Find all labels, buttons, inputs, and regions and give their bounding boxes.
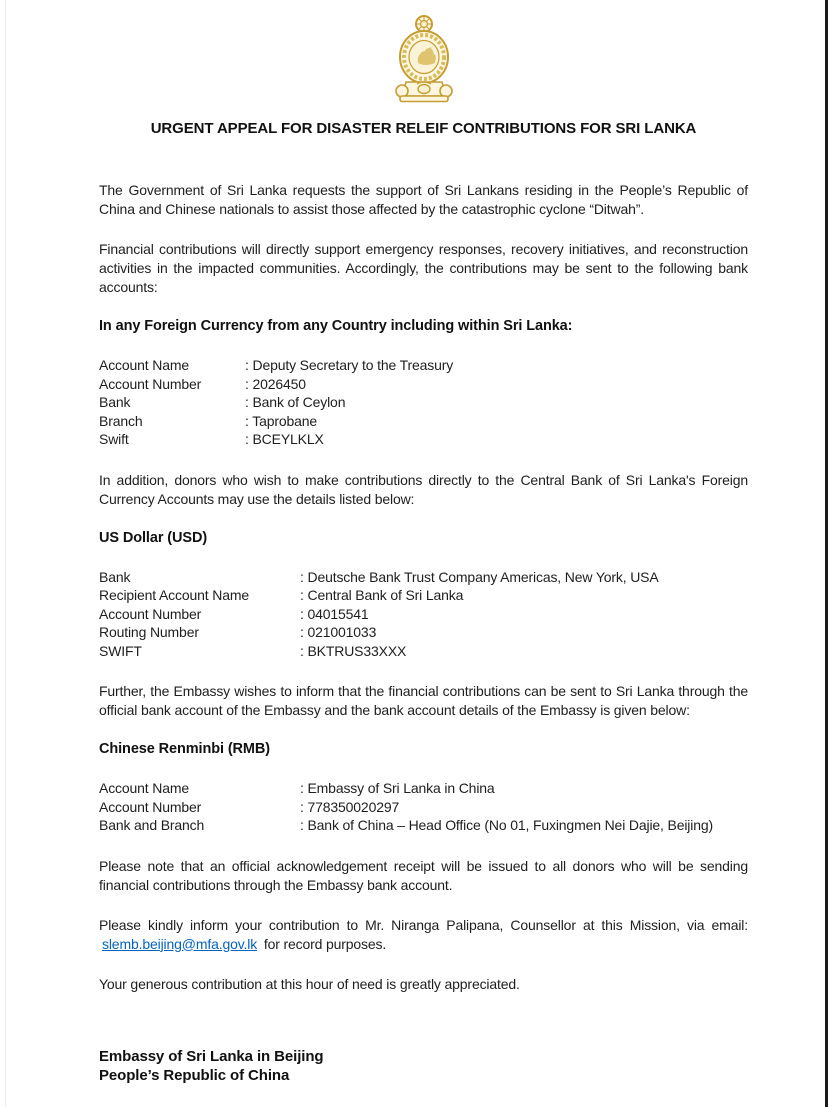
account-row — [99, 816, 748, 835]
account-row-value: : Bank of Ceylon — [245, 394, 346, 410]
intro-paragraph-2: Financial contributions will directly support emergency responses, recovery initiatives, and reconstruction activities in the impacted communities. Accordingly, the contributions may be sent to the following bank accounts: — [99, 241, 748, 295]
account-row-value: : Deutsche Bank Trust Company Americas, New York, USA — [300, 568, 659, 585]
account-row-value: : Central Bank of Sri Lanka — [300, 587, 464, 603]
account-row-value: : 021001033 — [300, 624, 377, 640]
signature-block — [99, 1047, 748, 1085]
section-heading-usd: US Dollar (USD) — [99, 529, 208, 546]
account-row — [99, 779, 748, 798]
account-row — [99, 623, 748, 642]
account-row-value: : 2026450 — [245, 375, 306, 392]
account-row-label: Bank — [99, 394, 131, 410]
embassy-transfer-paragraph: Further, the Embassy wishes to inform that the financial contributions can be sent to Sri Lanka through the official bank account of the Embassy and the bank account details of the Embassy is given below: — [99, 683, 748, 718]
account-row — [99, 375, 748, 394]
account-details-foreign-currency — [99, 356, 748, 449]
account-row — [99, 430, 748, 449]
sri-lanka-emblem-icon — [392, 14, 456, 106]
account-row-label: SWIFT — [99, 642, 142, 659]
account-row-value: : 778350020297 — [300, 798, 400, 815]
account-row-label: Account Number — [99, 375, 202, 392]
account-row-label: Account Number — [99, 798, 202, 815]
sri-lanka-emblem — [99, 14, 748, 106]
account-row-label: Bank and Branch — [99, 817, 205, 833]
account-row — [99, 568, 748, 587]
intro-paragraph-1: The Government of Sri Lanka requests the support of Sri Lankans residing in the People’s Republic of China and Chinese nationals to assist those affected by the catastrophic cyclone “Ditwah”. — [99, 182, 748, 217]
account-row-label: Branch — [99, 412, 143, 429]
account-row-label: Account Name — [99, 780, 190, 796]
account-row-value: : BKTRUS33XXX — [300, 642, 407, 659]
account-row-value: : Bank of China – Head Office (No 01, Fuxingmen Nei Dajie, Beijing) — [300, 817, 714, 833]
signature-line-2: People’s Republic of China — [99, 1066, 290, 1084]
account-row — [99, 356, 748, 375]
contact-text-after: for record purposes. — [260, 935, 387, 952]
account-row-value: : BCEYLKLX — [245, 431, 324, 447]
account-row — [99, 642, 748, 661]
signature-line-1: Embassy of Sri Lanka in Beijing — [99, 1047, 324, 1065]
section-heading-rmb: Chinese Renminbi (RMB) — [99, 741, 271, 757]
section-heading-foreign-currency: In any Foreign Currency from any Country including within Sri Lanka: — [99, 318, 573, 334]
email-link[interactable]: slemb.beijing@mfa.gov.lk — [102, 935, 258, 952]
account-row — [99, 798, 748, 817]
account-row-label: Account Name — [99, 357, 190, 373]
contact-paragraph — [99, 916, 748, 954]
account-row-label: Bank — [99, 568, 131, 585]
account-row-label: Account Number — [99, 605, 202, 622]
central-bank-paragraph: In addition, donors who wish to make contributions directly to the Central Bank of Sri Lanka's Foreign Currency Accounts may use the details listed below: — [99, 471, 748, 507]
account-row — [99, 412, 748, 431]
account-row — [99, 393, 748, 412]
page-edge-line — [5, 0, 6, 1107]
account-row-label: Recipient Account Name — [99, 587, 250, 603]
account-row-label: Routing Number — [99, 624, 199, 640]
contact-text-before: Please kindly inform your contribution to Mr. Niranga Palipana, Counsellor at this Mission, via email: — [99, 916, 748, 933]
account-details-usd — [99, 568, 748, 661]
account-details-rmb — [99, 779, 748, 835]
receipt-paragraph: Please note that an official acknowledgement receipt will be issued to all donors who will be sending financial contributions through the Embassy bank account. — [99, 857, 748, 893]
account-row-value: : Taprobane — [245, 412, 318, 429]
document-title: URGENT APPEAL FOR DISASTER RELEIF CONTRIBUTIONS FOR SRI LANKA — [150, 120, 697, 137]
account-row-label: Swift — [99, 431, 129, 447]
account-row — [99, 605, 748, 624]
closing-paragraph: Your generous contribution at this hour of need is greatly appreciated. — [99, 975, 520, 992]
account-row — [99, 586, 748, 605]
account-row-value: : Deputy Secretary to the Treasury — [245, 357, 454, 373]
account-row-value: : Embassy of Sri Lanka in China — [300, 780, 495, 796]
account-row-value: : 04015541 — [300, 605, 369, 622]
